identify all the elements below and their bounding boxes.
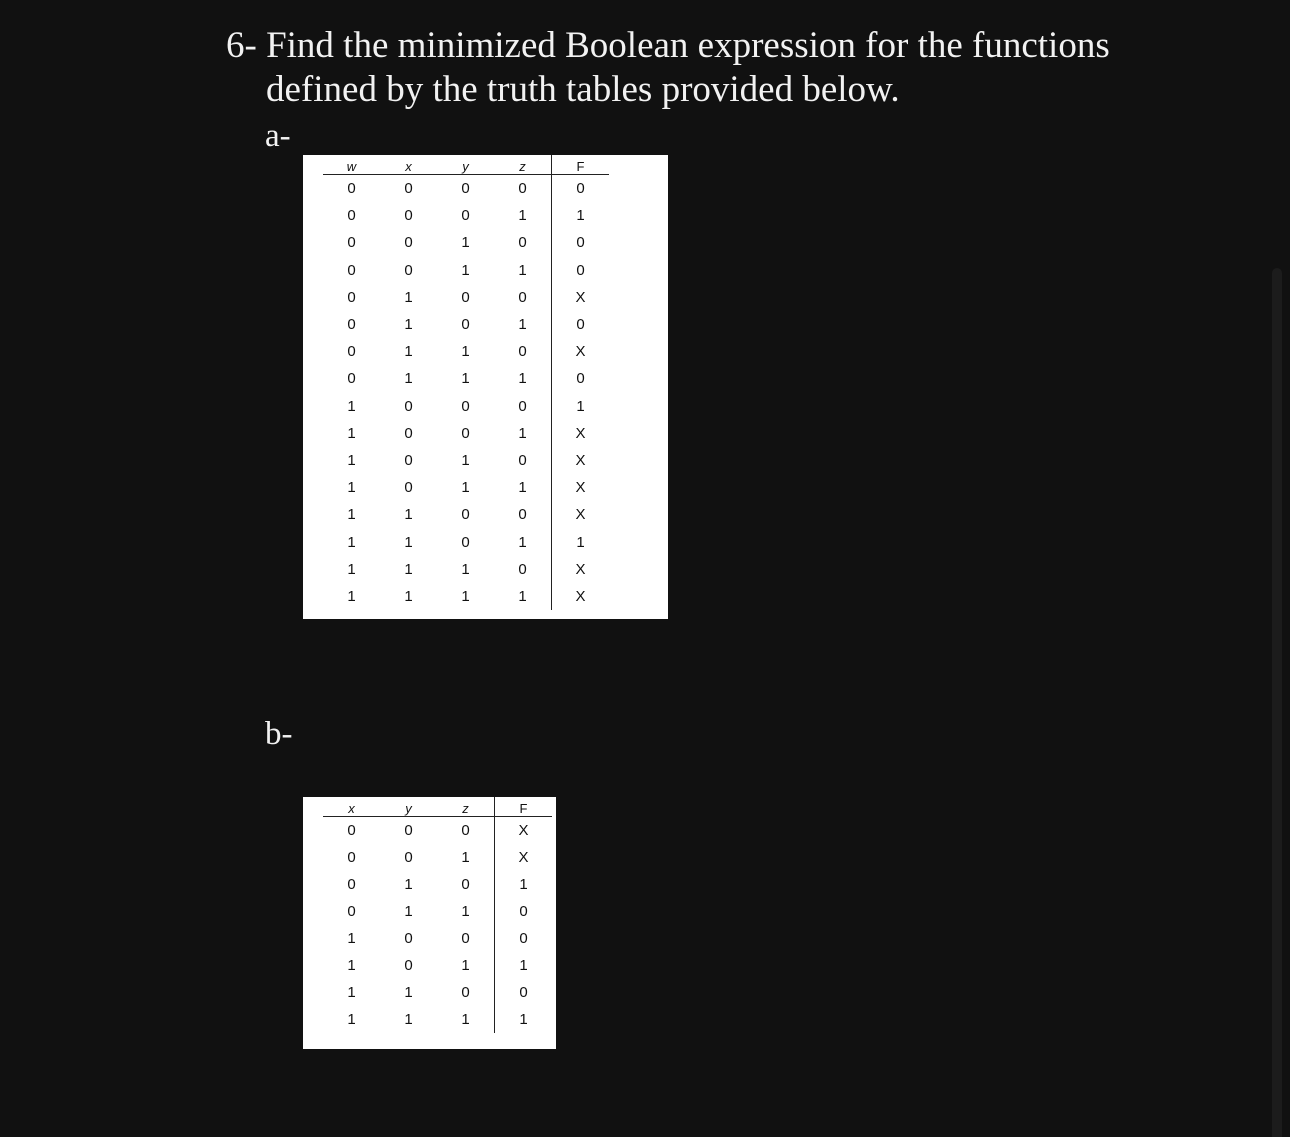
truth-table-a-image [303,155,668,619]
table-cell: 0 [347,261,356,279]
column-header-x: x [380,155,437,175]
table-cell: 1 [404,876,413,893]
table-cell: 1 [404,984,413,1001]
scrollbar-track[interactable] [1272,268,1282,1137]
table-cell: 1 [347,506,356,524]
table-cell: 0 [347,316,356,334]
table-cell: 0 [495,979,553,1006]
table-cell: 0 [404,207,413,225]
table-cell: 1 [518,316,527,334]
table-cell: 0 [404,957,413,974]
table-cell: 0 [461,180,470,198]
table-cell: 0 [347,876,356,893]
table-cell: 1 [347,451,356,469]
table-cell: X [552,338,610,365]
table-row [323,338,609,365]
table-cell: 0 [461,506,470,524]
truth-table-b-image [303,797,556,1049]
table-cell: 1 [461,479,470,497]
table-cell: 0 [347,180,356,198]
table-cell: 1 [347,479,356,497]
table-row [323,898,552,925]
table-cell: 0 [404,930,413,947]
table-cell: X [552,447,610,474]
table-cell: 1 [404,533,413,551]
table-row [323,474,609,501]
table-cell: 1 [461,261,470,279]
table-cell: 0 [461,424,470,442]
table-cell: 0 [552,365,610,392]
table-cell: 0 [404,451,413,469]
table-row [323,175,609,203]
table-cell: 1 [495,871,553,898]
table-cell: 0 [461,930,470,947]
table-cell: 0 [404,424,413,442]
table-cell: 1 [404,343,413,361]
table-cell: X [552,501,610,528]
table-cell: 0 [518,343,527,361]
table-cell: 1 [518,479,527,497]
table-cell: 0 [347,207,356,225]
table-cell: 1 [461,1011,470,1028]
table-cell: 0 [404,822,413,839]
table-cell: 0 [404,479,413,497]
table-cell: X [495,817,553,845]
table-cell: X [552,284,610,311]
table-cell: 1 [461,234,470,252]
table-cell: 1 [347,560,356,578]
table-cell: 0 [461,533,470,551]
table-cell: 0 [518,451,527,469]
table-cell: 1 [347,957,356,974]
table-cell: 0 [347,822,356,839]
table-cell: 0 [347,343,356,361]
question-line-2: defined by the truth tables provided below. [266,69,900,110]
table-cell: 0 [404,180,413,198]
table-row [323,393,609,420]
table-cell: 0 [495,925,553,952]
table-cell: 1 [461,451,470,469]
truth-table-a [323,155,609,610]
table-row [323,844,552,871]
table-header-row [323,797,552,817]
table-row [323,528,609,555]
table-cell: 0 [347,849,356,866]
table-cell: 1 [404,288,413,306]
column-header-z: z [437,797,495,817]
table-cell: X [552,556,610,583]
table-cell: 0 [518,288,527,306]
part-a-label: a- [265,118,291,154]
column-header-z: z [494,155,552,175]
question-text [226,24,1226,112]
table-row [323,229,609,256]
table-row [323,311,609,338]
table-row [323,556,609,583]
table-cell: X [495,844,553,871]
table-cell: 0 [518,506,527,524]
table-cell: 0 [552,311,610,338]
table-row [323,202,609,229]
table-row [323,583,609,610]
table-row [323,925,552,952]
table-cell: 1 [461,343,470,361]
part-b-label: b- [265,716,293,752]
table-cell: 1 [518,370,527,388]
table-cell: 0 [461,288,470,306]
table-cell: 1 [495,1006,553,1033]
table-cell: 0 [347,370,356,388]
table-row [323,447,609,474]
table-cell: 1 [552,202,610,229]
table-row [323,284,609,311]
column-header-x: x [323,797,380,817]
table-cell: 0 [495,898,553,925]
table-cell: 0 [347,903,356,920]
table-cell: 1 [461,370,470,388]
table-cell: 1 [518,424,527,442]
table-cell: 1 [347,1011,356,1028]
column-header-f: F [495,797,553,817]
table-row [323,817,552,845]
table-cell: 1 [518,533,527,551]
table-cell: 1 [518,207,527,225]
table-cell: 1 [404,1011,413,1028]
table-cell: 0 [461,397,470,415]
table-cell: 0 [347,288,356,306]
table-cell: 0 [518,234,527,252]
table-cell: 0 [461,876,470,893]
table-cell: 1 [461,903,470,920]
table-cell: 1 [347,984,356,1001]
table-row [323,1006,552,1033]
table-cell: 1 [552,528,610,555]
table-cell: 1 [404,587,413,605]
table-cell: 0 [552,175,610,203]
table-cell: 1 [404,903,413,920]
table-cell: 1 [518,587,527,605]
table-cell: 1 [347,424,356,442]
table-cell: X [552,583,610,610]
table-cell: 1 [495,952,553,979]
table-cell: 1 [404,506,413,524]
column-header-y: y [437,155,494,175]
table-cell: 1 [404,560,413,578]
table-cell: 1 [404,316,413,334]
table-cell: 0 [347,234,356,252]
table-cell: 0 [552,257,610,284]
table-row [323,257,609,284]
truth-table-b [323,797,552,1033]
table-cell: 1 [461,587,470,605]
question-line-1: 6- Find the minimized Boolean expression for the functions [226,25,1110,66]
table-cell: 0 [404,234,413,252]
table-cell: 0 [518,180,527,198]
table-header-row [323,155,609,175]
table-cell: 0 [404,261,413,279]
table-cell: 1 [552,393,610,420]
table-cell: X [552,474,610,501]
table-cell: 0 [518,560,527,578]
table-row [323,420,609,447]
table-cell: 1 [347,533,356,551]
column-header-f: F [552,155,610,175]
table-cell: 0 [461,316,470,334]
column-header-y: y [380,797,437,817]
table-cell: 1 [518,261,527,279]
table-cell: 0 [518,397,527,415]
table-cell: 1 [461,560,470,578]
table-row [323,952,552,979]
table-cell: 1 [461,957,470,974]
table-cell: 0 [461,822,470,839]
table-cell: 1 [347,587,356,605]
column-header-w: w [323,155,380,175]
table-row [323,871,552,898]
table-row [323,501,609,528]
table-cell: 1 [347,397,356,415]
table-cell: 1 [461,849,470,866]
table-cell: 0 [404,849,413,866]
table-cell: 0 [461,207,470,225]
table-cell: 1 [347,930,356,947]
table-cell: 0 [552,229,610,256]
table-row [323,979,552,1006]
table-cell: 0 [404,397,413,415]
table-row [323,365,609,392]
table-cell: 0 [461,984,470,1001]
table-cell: 1 [404,370,413,388]
table-cell: X [552,420,610,447]
